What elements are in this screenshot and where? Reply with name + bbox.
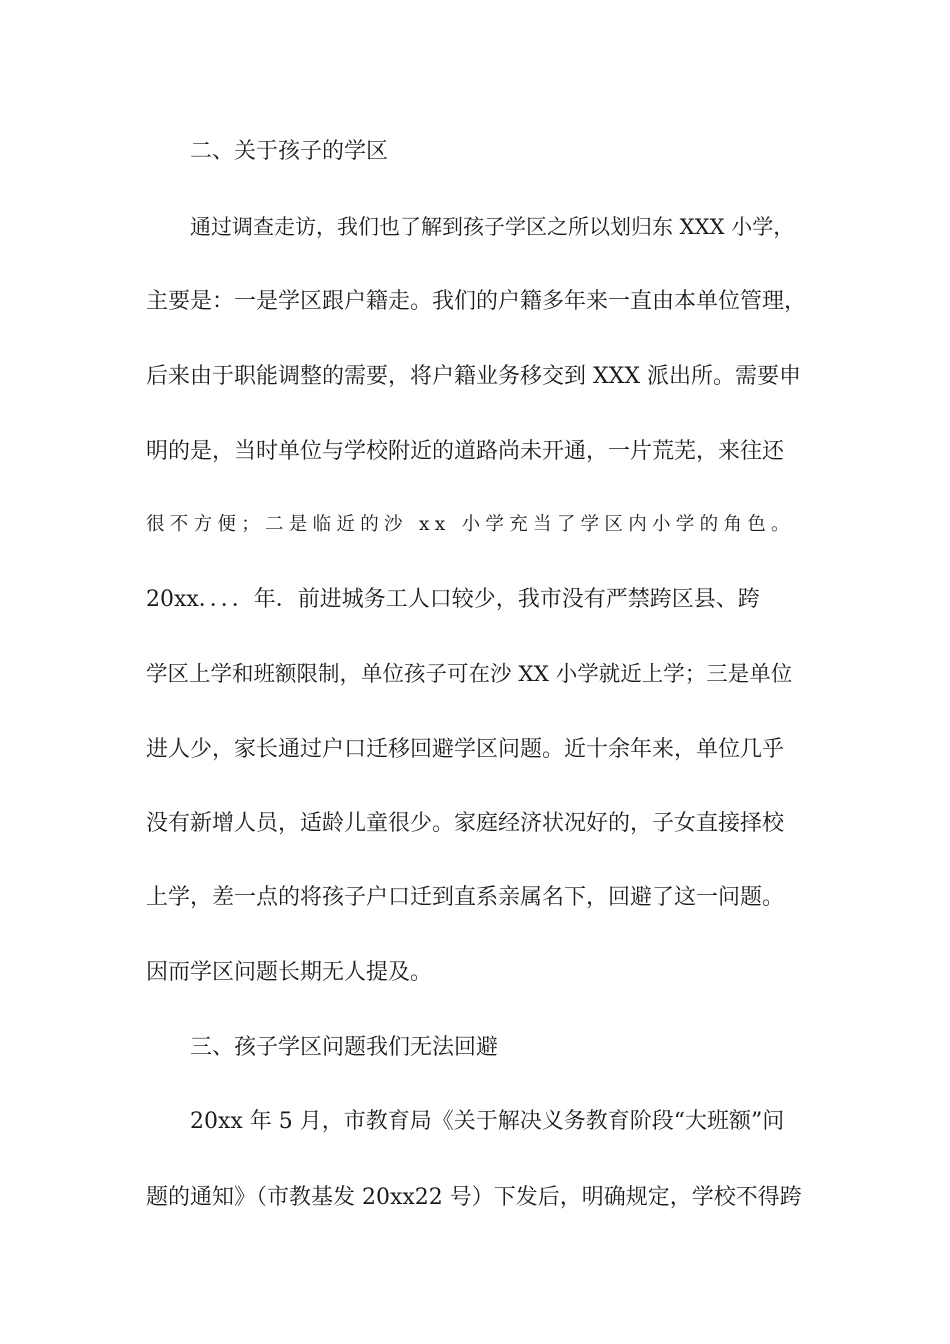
paragraph-line: 后来由于职能调整的需要，将户籍业务移交到 XXX 派出所。需要申 xyxy=(146,364,801,389)
section-heading-2: 二、关于孩子的学区 xyxy=(190,139,389,164)
paragraph-line: 20xx．．．．年．前进城务工人口较少，我市没有严禁跨区县、跨 xyxy=(146,587,760,612)
paragraph-line: 主要是：一是学区跟户籍走。我们的户籍多年来一直由本单位管理， xyxy=(146,289,807,314)
paragraph-line: 20xx 年 5 月，市教育局《关于解决义务教育阶段“大班额”问 xyxy=(190,1109,785,1134)
paragraph-line: 明的是，当时单位与学校附近的道路尚未开通，一片荒芜，来往还 xyxy=(146,439,785,464)
paragraph-line: 因而学区问题长期无人提及。 xyxy=(146,960,433,985)
paragraph-line: 通过调查走访，我们也了解到孩子学区之所以划归东 XXX 小学， xyxy=(190,215,795,239)
paragraph-line: 很不方便；二是临近的沙 xx 小学充当了学区内小学的角色。 xyxy=(146,514,795,535)
paragraph-line: 学区上学和班额限制，单位孩子可在沙 XX 小学就近上学；三是单位 xyxy=(146,662,793,687)
paragraph-line: 进人少，家长通过户口迁移回避学区问题。近十余年来，单位几乎 xyxy=(146,737,785,762)
paragraph-line: 上学，差一点的将孩子户口迁到直系亲属名下，回避了这一问题。 xyxy=(146,885,785,910)
paragraph-line: 没有新增人员，适龄儿童很少。家庭经济状况好的，子女直接择校 xyxy=(146,811,785,836)
section-heading-3: 三、孩子学区问题我们无法回避 xyxy=(190,1035,499,1060)
paragraph-line: 题的通知》（市教基发 20xx22 号）下发后，明确规定，学校不得跨 xyxy=(146,1185,802,1210)
